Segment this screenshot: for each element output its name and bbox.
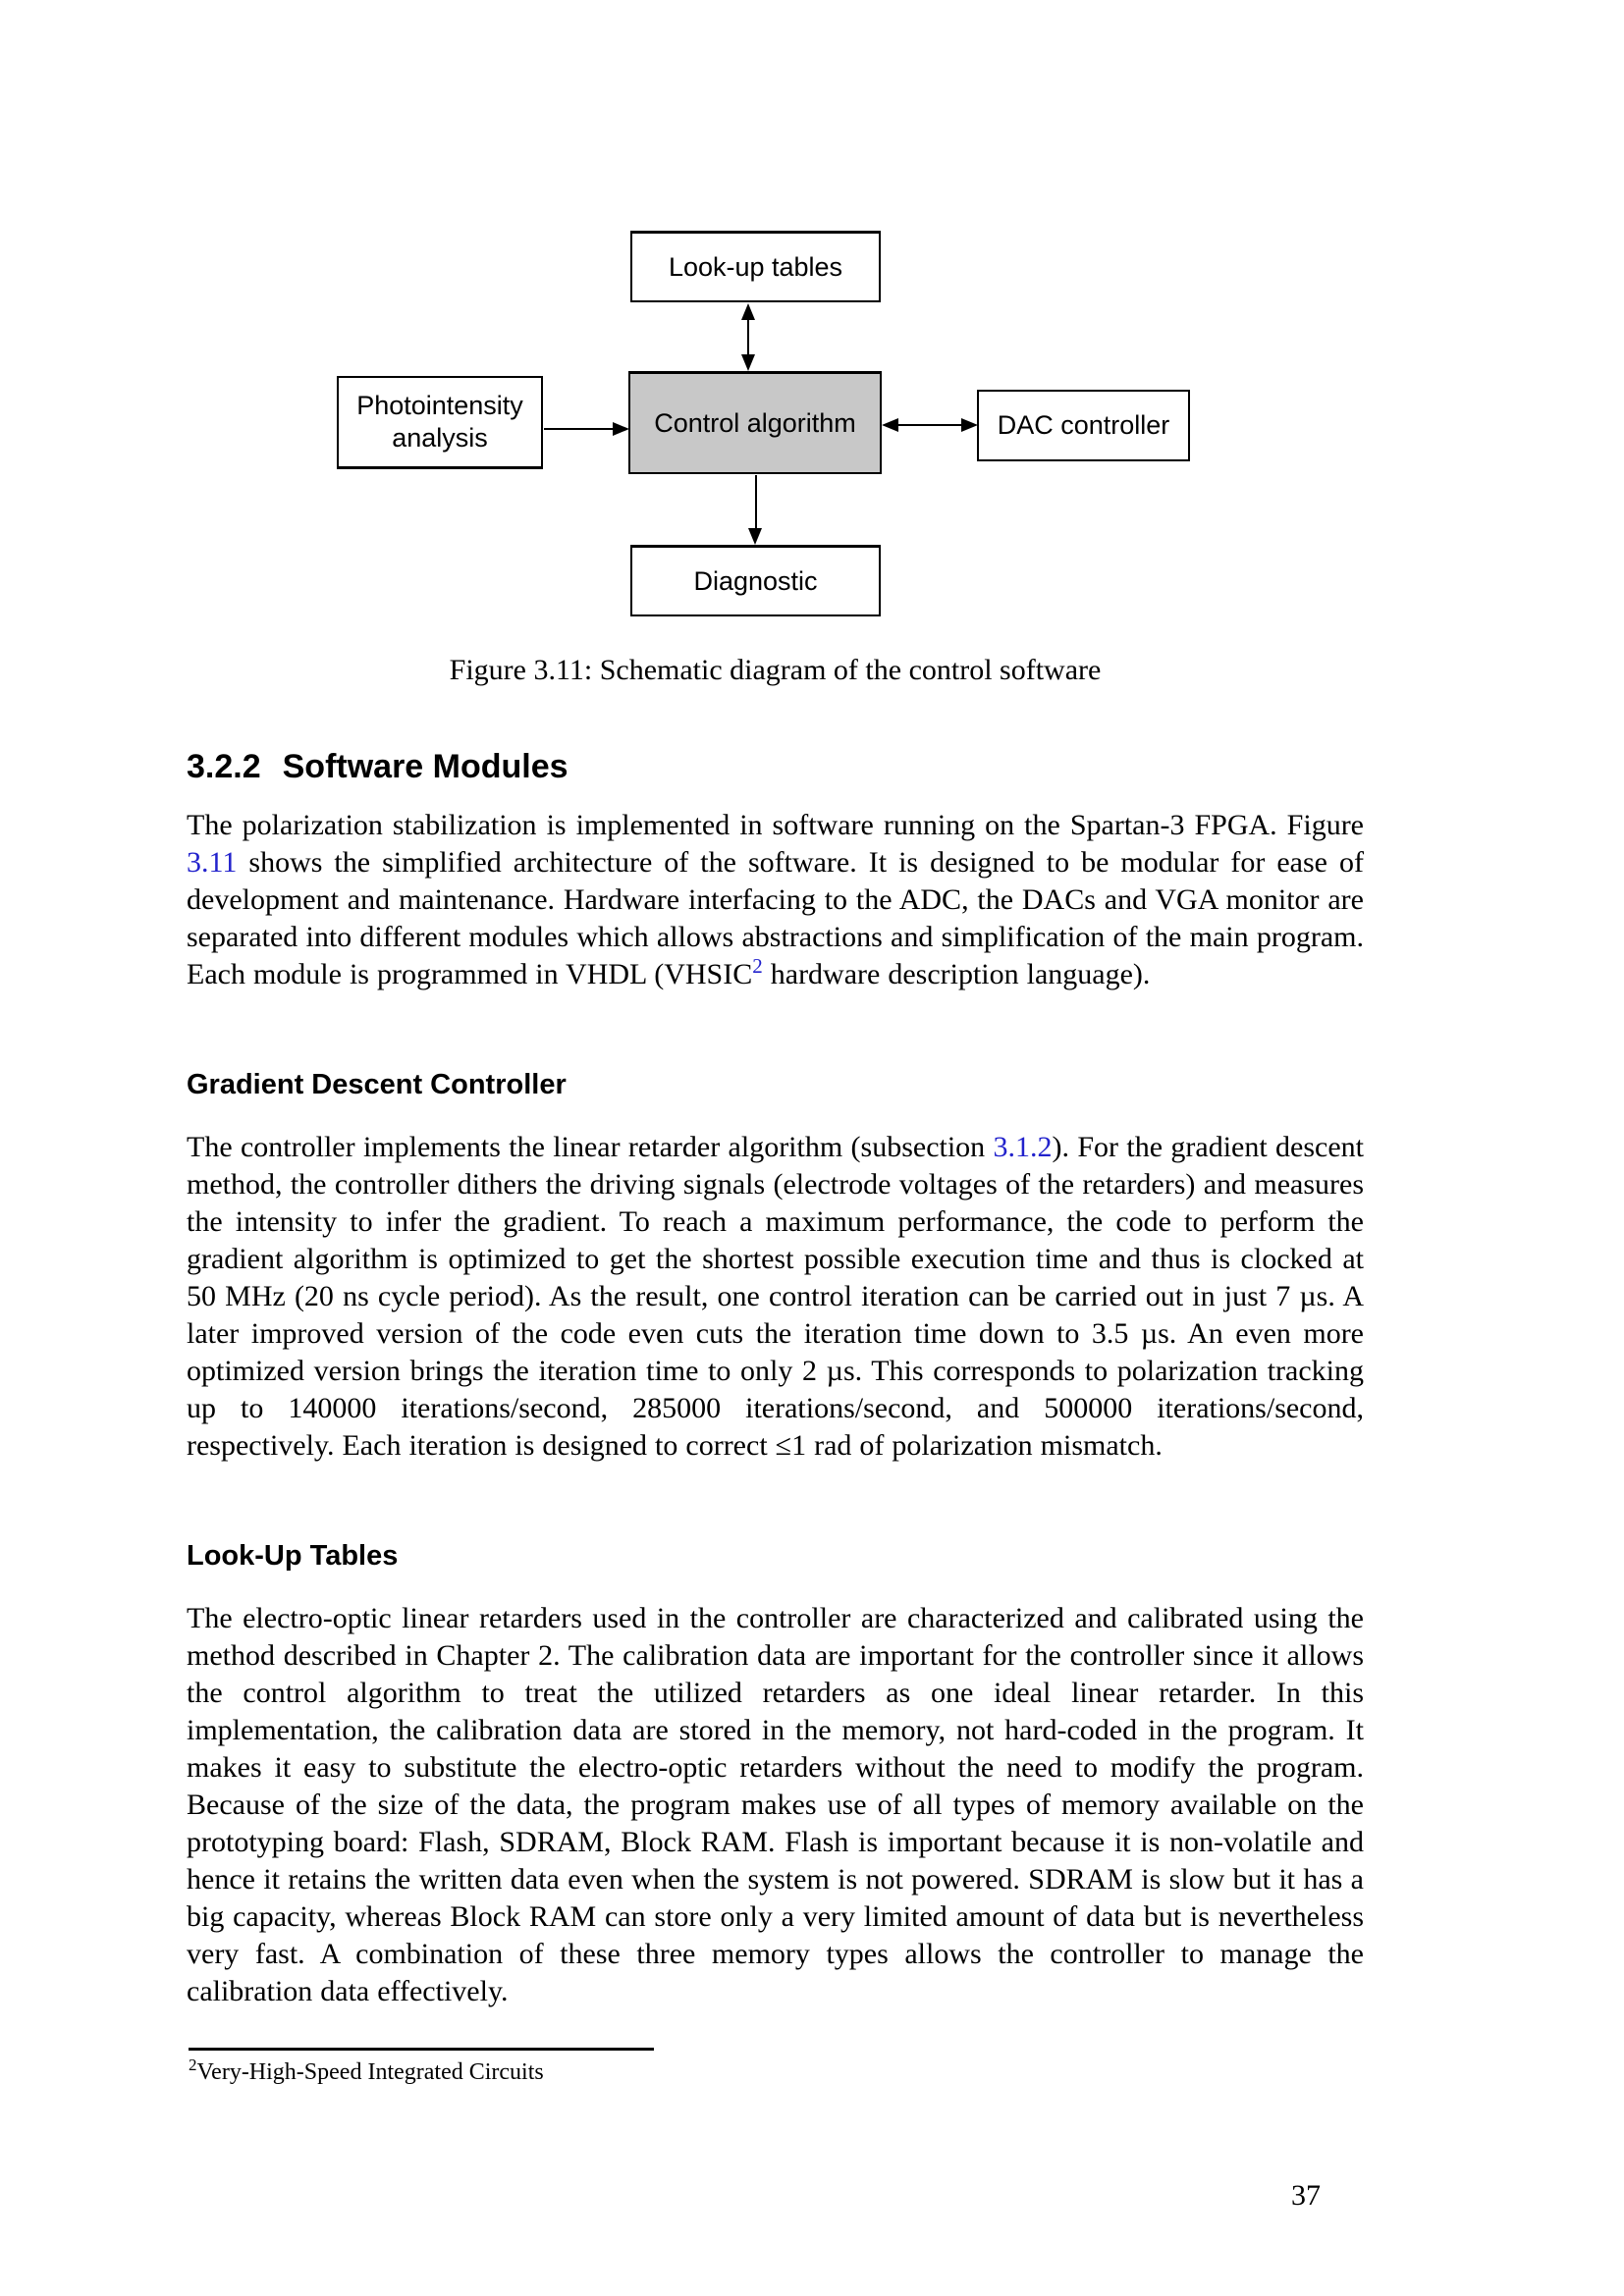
para1-text-2: shows the simplified architecture of the software. It is designed to be modular for ease of development and maintenance. Hardware interfacing to the ADC, the DACs and VGA monitor are separated into different modules which allows abstractions and simplification of the main program. Each module is programmed in VHDL (VHSIC bbox=[187, 846, 1364, 990]
figure-3-11-link[interactable]: 3.11 bbox=[187, 846, 238, 879]
section-heading bbox=[187, 747, 1364, 786]
arrow-photo-control-head bbox=[613, 422, 629, 436]
page-number: 37 bbox=[1291, 2179, 1321, 2212]
paragraph-software-modules bbox=[187, 807, 1364, 993]
figure-3-11-diagram bbox=[0, 0, 1624, 746]
figure-caption: Figure 3.11: Schematic diagram of the control software bbox=[449, 654, 1102, 686]
subheading-gradient-descent-controller: Gradient Descent Controller bbox=[187, 1069, 567, 1100]
box-dac-controller bbox=[977, 390, 1190, 461]
arrow-control-diagnostic-line bbox=[755, 475, 757, 530]
arrow-control-diagnostic-head bbox=[748, 528, 762, 545]
subsection-3-1-2-link[interactable]: 3.1.2 bbox=[993, 1131, 1053, 1163]
paragraph-gradient-descent bbox=[187, 1129, 1364, 1465]
footnote bbox=[189, 2057, 1364, 2087]
box-diagnostic bbox=[630, 545, 881, 616]
footnote-text: Very-High-Speed Integrated Circuits bbox=[196, 2059, 544, 2085]
para1-text-3: hardware description language). bbox=[762, 958, 1151, 990]
paragraph-look-up-tables: The electro-optic linear retarders used in the controller are characterized and calibrated using the method described in Chapter 2. The calibration data are important for the controller since it allows the control algorithm to treat the utilized retarders as one ideal linear retarder. In this implementation, the calibration data are stored in the memory, not hard-coded in the program. It makes it easy to substitute the electro-optic retarders without the need to modify the program. Because of the size of the data, the program makes use of all types of memory available on the prototyping board: Flash, SDRAM, Block RAM. Flash is important because it is non-volatile and hence it retains the written data even when the system is not powered. SDRAM is slow but it has a big capacity, whereas Block RAM can store only a very limited amount of data but is nevertheless very fast. A combination of these three memory types allows the controller to manage the calibration data effectively. bbox=[187, 1602, 1364, 2007]
para2-text-2: ). For the gradient descent method, the controller dithers the driving signals (electrode voltages of the retarders) and measures the intensity to infer the gradient. To reach a maximum performance, the code to perform the gradient algorithm is optimized to get the shortest possible execution time and thus is clocked at 50 MHz (20 ns cycle period). As the result, one control iteration can be carried out in just 7 µs. A later improved version of the code even cuts the iteration time down to 3.5 µs. An even more optimized version brings the iteration time to only 2 µs. This corresponds to polarization tracking up to 140000 iterations/second, 285000 iterations/second, and 500000 iterations/second, respectively. Each iteration is designed to correct ≤1 rad of polarization mismatch. bbox=[187, 1131, 1364, 1462]
box-photointensity-analysis bbox=[337, 376, 543, 469]
arrow-photo-control-line bbox=[544, 428, 615, 430]
arrow-lookup-control-line bbox=[747, 317, 749, 358]
section-title: Software Modules bbox=[282, 748, 568, 785]
arrow-control-dac-line bbox=[896, 424, 962, 426]
footnote-2-reference-link[interactable]: 2 bbox=[752, 954, 763, 978]
subheading-look-up-tables: Look-Up Tables bbox=[187, 1540, 399, 1572]
box-lookup-tables-label: Look-up tables bbox=[668, 251, 843, 282]
box-control-algorithm-label: Control algorithm bbox=[654, 407, 856, 438]
box-control-algorithm bbox=[628, 371, 882, 474]
box-lookup-tables bbox=[630, 231, 881, 302]
para2-text-1: The controller implements the linear retarder algorithm (subsection bbox=[187, 1131, 994, 1163]
footnote-rule bbox=[189, 2048, 654, 2051]
box-photointensity-label-line1: Photointensity bbox=[356, 391, 523, 420]
box-dac-controller-label: DAC controller bbox=[997, 410, 1170, 440]
footnote-marker: 2 bbox=[189, 2056, 197, 2074]
arrow-control-dac-head-right bbox=[961, 418, 978, 432]
box-diagnostic-label: Diagnostic bbox=[693, 565, 818, 596]
box-photointensity-label-line2: analysis bbox=[392, 423, 488, 453]
para1-text-1: The polarization stabilization is implemented in software running on the Spartan-3 FPGA. Figure bbox=[187, 809, 1364, 841]
section-number: 3.2.2 bbox=[187, 748, 261, 785]
arrow-lookup-control-head-down bbox=[741, 354, 755, 371]
